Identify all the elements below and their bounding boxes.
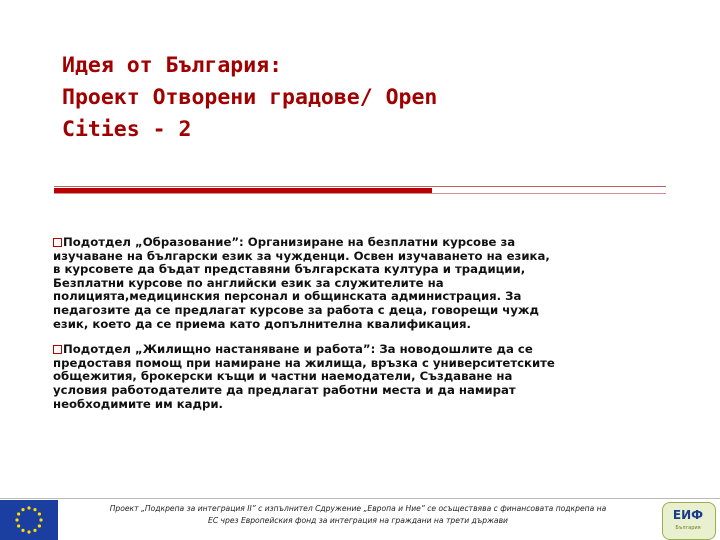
bullet-2-line-1: Подотдел „Жилищно настаняване и работа”: За новодошлите да се <box>63 342 533 357</box>
bullet-1-line-3: в курсовете да бъдат представяни българската култура и традиции, <box>53 262 526 277</box>
bullet-2-line-4: условия работодателите да предлагат работни места и да намират <box>53 382 516 397</box>
footer-line-1: Проект „Подкрепа за интеграция ІІ” с изпълнител Сдружение „Европа и Ние” се осъществява с финансовата подкрепа на <box>109 504 607 513</box>
bullet-1-line-4: Безплатни курсове по английски език за служителите на <box>53 275 444 290</box>
bullet-2-line-3: общежития, брокерски къщи и частни наемодатели, Създаване на <box>53 369 513 384</box>
bullet-list <box>53 236 663 423</box>
footer-divider <box>0 498 720 499</box>
bullet-2-line-5: необходимите им кадри. <box>53 396 223 411</box>
bullet-1-line-6: педагозите да се предлагат курсове за работа с деца, говорещи чужд <box>53 302 539 317</box>
footer-line-2: ЕС чрез Европейския фонд за интеграция на граждани на трети държави <box>208 516 508 525</box>
title-line-3: Cities - 2 <box>62 117 192 142</box>
bullet-1-line-2: изучаване на български език за чужденци. Освен изучаването на езика, <box>53 248 550 263</box>
bullet-housing <box>53 343 663 411</box>
title-divider-thin-bottom <box>54 193 666 194</box>
bullet-1-line-1: Подотдел „Образование”: Организиране на безплатни курсове за <box>63 235 516 249</box>
bullet-education <box>53 236 663 331</box>
logo-subtext: България <box>675 525 701 531</box>
title-divider-thin-top <box>54 186 666 187</box>
checkbox-bullet-icon <box>53 345 62 354</box>
checkbox-bullet-icon <box>53 238 62 247</box>
slide-title <box>62 50 662 146</box>
bullet-1-line-5: полицията,медицинския персонал и общинската администрация. За <box>53 289 522 304</box>
footer-funding-note <box>62 503 654 527</box>
bullet-1-line-7: език, което да се приема като допълнителна квалификация. <box>53 316 471 331</box>
logo-text: ЕИФ <box>672 508 704 522</box>
eu-flag-icon <box>0 500 58 540</box>
bullet-2-line-2: предоставя помощ при намиране на жилища, връзка с университетските <box>53 355 555 370</box>
title-line-2: Проект Отворени градове/ Open <box>62 85 438 110</box>
title-line-1: Идея от България: <box>62 53 283 78</box>
eif-logo-icon <box>660 500 718 540</box>
